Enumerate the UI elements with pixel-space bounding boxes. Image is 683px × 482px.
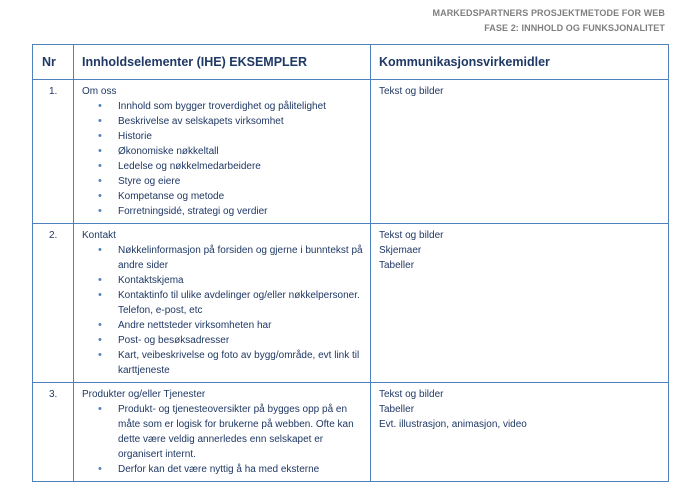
row-number: 2.: [33, 224, 74, 383]
row-elements-cell: [74, 383, 371, 482]
table-row: [33, 383, 669, 482]
communication-item: Evt. illustrasjon, animasjon, video: [379, 419, 527, 430]
row-communication-cell: [371, 80, 669, 224]
row-title: Kontakt: [82, 230, 116, 241]
row-communication-cell: [371, 383, 669, 482]
row-number: 1.: [33, 80, 74, 224]
communication-item: Tekst og bilder: [379, 230, 444, 241]
list-item: • Beskrivelse av selskapets virksomhet: [118, 114, 364, 129]
bullet-list: [82, 243, 364, 378]
list-item: • Ledelse og nøkkelmedarbeidere: [118, 159, 364, 174]
list-item: • Produkt- og tjenesteoversikter på bygges opp på en måte som er logisk for brukerne på webben. Ofte kan dette være veldig annerledes enn selskapet er organisert internt.: [118, 402, 364, 462]
list-item: • Kontaktinfo til ulike avdelinger og/eller nøkkelpersoner. Telefon, e-post, etc: [118, 288, 364, 318]
row-number: 3.: [33, 383, 74, 482]
communication-item: Skjemaer: [379, 245, 422, 256]
list-item: • Kontaktskjema: [118, 273, 364, 288]
list-item: • Kart, veibeskrivelse og foto av bygg/område, evt link til karttjeneste: [118, 348, 364, 378]
list-item: • Post- og besøksadresser: [118, 333, 364, 348]
list-item: • Innhold som bygger troverdighet og pålitelighet: [118, 99, 364, 114]
column-header-elements: Innholdselementer (IHE) EKSEMPLER: [74, 45, 371, 80]
list-item: • Nøkkelinformasjon på forsiden og gjerne i bunntekst på andre sider: [118, 243, 364, 273]
list-item: • Historie: [118, 129, 364, 144]
header-line-2: FASE 2: INNHOLD OG FUNKSJONALITET: [484, 23, 665, 33]
content-table: [32, 44, 669, 482]
row-title: Om oss: [82, 86, 117, 97]
communication-item: Tekst og bilder: [379, 86, 444, 97]
bullet-list: [82, 99, 364, 219]
communication-item: Tabeller: [379, 260, 415, 271]
row-elements-cell: [74, 80, 371, 224]
bullet-list: [82, 402, 364, 477]
list-item: • Forretningsidé, strategi og verdier: [118, 204, 364, 219]
row-title: Produkter og/eller Tjenester: [82, 389, 206, 400]
column-header-nr: Nr: [33, 45, 74, 80]
row-communication-cell: [371, 224, 669, 383]
list-item: • Derfor kan det være nyttig å ha med eksterne: [118, 462, 364, 477]
communication-item: Tabeller: [379, 404, 415, 415]
table-header-row: [33, 45, 669, 80]
list-item: • Andre nettsteder virksomheten har: [118, 318, 364, 333]
table-row: [33, 224, 669, 383]
table-row: [33, 80, 669, 224]
document-header: [433, 6, 665, 36]
list-item: • Kompetanse og metode: [118, 189, 364, 204]
list-item: • Økonomiske nøkkeltall: [118, 144, 364, 159]
list-item: • Styre og eiere: [118, 174, 364, 189]
column-header-communication: Kommunikasjonsvirkemidler: [371, 45, 669, 80]
header-line-1: MARKEDSPARTNERS PROSJEKTMETODE FOR WEB: [432, 8, 665, 18]
communication-item: Tekst og bilder: [379, 389, 444, 400]
row-elements-cell: [74, 224, 371, 383]
